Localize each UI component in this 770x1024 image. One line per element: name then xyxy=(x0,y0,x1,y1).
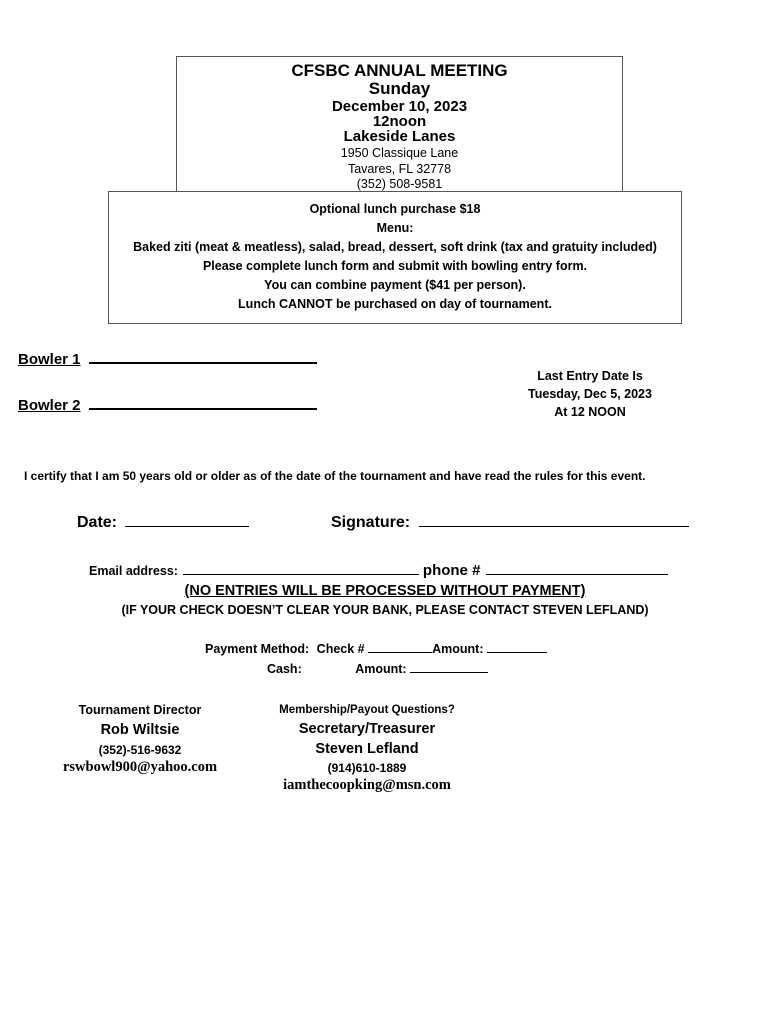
last-entry-line1: Last Entry Date Is xyxy=(537,369,643,383)
lunch-combine-note: You can combine payment ($41 per person). xyxy=(264,278,526,292)
bowler-2-field[interactable] xyxy=(89,394,317,410)
contact-row xyxy=(89,562,668,579)
date-row xyxy=(77,512,249,532)
last-entry-notice xyxy=(510,367,670,421)
secretary-phone: (914)610-1889 xyxy=(327,761,407,775)
check-number-label: Check # xyxy=(316,642,365,656)
signature-field[interactable] xyxy=(419,512,689,527)
date-label: Date: xyxy=(77,514,118,531)
cash-label: Cash: xyxy=(267,662,302,676)
bowler-1-label: Bowler 1 xyxy=(18,351,81,368)
director-role: Tournament Director xyxy=(78,703,202,717)
venue-phone: (352) 508-9581 xyxy=(356,177,443,191)
check-amount-field[interactable] xyxy=(487,641,547,653)
bowler-2-label: Bowler 2 xyxy=(18,397,81,414)
event-day: Sunday xyxy=(368,79,431,98)
menu-items: Baked ziti (meat & meatless), salad, bread, dessert, soft drink (tax and gratuity included) xyxy=(133,240,657,254)
event-title: CFSBC ANNUAL MEETING xyxy=(291,61,508,80)
event-header-box xyxy=(176,56,623,192)
event-date: December 10, 2023 xyxy=(331,98,468,115)
menu-label: Menu: xyxy=(376,221,414,235)
event-time: 12noon xyxy=(372,113,427,130)
membership-question: Membership/Payout Questions? xyxy=(279,704,455,716)
lunch-offer: Optional lunch purchase $18 xyxy=(309,202,481,216)
cash-amount-label: Amount: xyxy=(355,662,407,676)
bowler-1-field[interactable] xyxy=(89,348,317,364)
director-phone: (352)-516-9632 xyxy=(98,743,182,757)
secretary-contact xyxy=(262,704,472,794)
cash-amount-field[interactable] xyxy=(410,661,488,673)
phone-field[interactable] xyxy=(486,562,668,575)
secretary-name: Steven Lefland xyxy=(315,741,419,757)
certification-statement: I certify that I am 50 years old or older as of the date of the tournament and have read the rules for this event. xyxy=(24,469,646,483)
last-entry-line2: Tuesday, Dec 5, 2023 xyxy=(528,387,652,401)
payment-required-notice: (NO ENTRIES WILL BE PROCESSED WITHOUT PAYMENT) xyxy=(184,583,586,599)
email-label: Email address: xyxy=(89,564,178,578)
bowler-2-row xyxy=(18,394,317,414)
payment-method-label: Payment Method: xyxy=(205,642,310,656)
director-contact xyxy=(50,703,230,776)
email-field[interactable] xyxy=(183,562,419,575)
check-amount-label: Amount: xyxy=(432,642,484,656)
signature-row xyxy=(331,512,689,532)
signature-label: Signature: xyxy=(331,514,411,531)
payment-cash-row xyxy=(267,661,488,676)
check-number-field[interactable] xyxy=(368,641,432,653)
date-field[interactable] xyxy=(125,512,249,527)
venue-street: 1950 Classique Lane xyxy=(340,146,459,160)
venue-city: Tavares, FL 32778 xyxy=(347,161,452,176)
director-email[interactable]: rswbowl900@yahoo.com xyxy=(62,759,218,775)
check-clearance-note: (IF YOUR CHECK DOESN’T CLEAR YOUR BANK, PLEASE CONTACT STEVEN LEFLAND) xyxy=(121,603,649,617)
lunch-instruction: Please complete lunch form and submit with bowling entry form. xyxy=(202,259,588,273)
bowler-1-row xyxy=(18,348,317,368)
event-venue: Lakeside Lanes xyxy=(343,128,456,145)
payment-check-row xyxy=(205,641,547,656)
last-entry-line3: At 12 NOON xyxy=(554,405,626,419)
lunch-warning: Lunch CANNOT be purchased on day of tournament. xyxy=(238,297,552,311)
lunch-info-box xyxy=(108,191,682,324)
director-name: Rob Wiltsie xyxy=(100,722,180,738)
phone-label: phone # xyxy=(422,562,481,579)
secretary-email[interactable]: iamthecoopking@msn.com xyxy=(283,777,451,793)
secretary-role: Secretary/Treasurer xyxy=(298,721,436,737)
